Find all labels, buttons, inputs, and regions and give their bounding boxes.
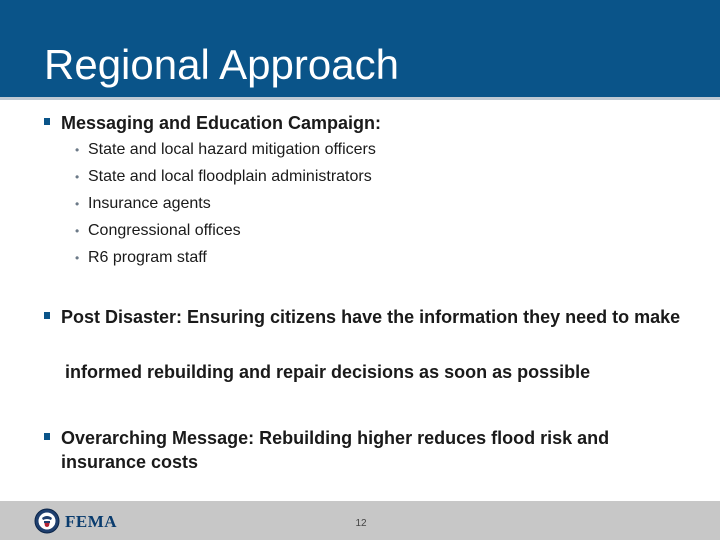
- page-number: 12: [355, 518, 367, 529]
- audience-list: [75, 138, 475, 273]
- title-divider: [0, 97, 720, 100]
- bullet-post-disaster: [44, 305, 684, 329]
- list-item-text: State and local floodplain administrators: [88, 168, 372, 185]
- list-item: [75, 246, 475, 273]
- title-bar: [0, 0, 720, 97]
- list-item: [75, 192, 475, 219]
- dot-bullet-icon: •: [75, 197, 80, 211]
- bullet-text: Overarching Message: Rebuilding higher reduces flood risk and insurance costs: [61, 428, 610, 472]
- dot-bullet-icon: •: [75, 224, 80, 238]
- bullet-text: Messaging and Education Campaign:: [61, 113, 382, 133]
- bullet-overarching-message: [44, 426, 689, 474]
- square-bullet-icon: [44, 433, 50, 440]
- list-item-text: State and local hazard mitigation officers: [88, 141, 376, 158]
- square-bullet-icon: [44, 118, 50, 125]
- slide-title: Regional Approach: [44, 41, 399, 88]
- list-item: [75, 165, 475, 192]
- bullet-text: Post Disaster: Ensuring citizens have the information they need to make: [61, 307, 681, 327]
- dot-bullet-icon: •: [75, 170, 80, 184]
- dot-bullet-icon: •: [75, 143, 80, 157]
- list-item-text: Congressional offices: [88, 222, 241, 239]
- list-item-text: Insurance agents: [88, 195, 211, 212]
- square-bullet-icon: [44, 312, 50, 319]
- list-item: [75, 138, 475, 165]
- dot-bullet-icon: •: [75, 251, 80, 265]
- list-item-text: R6 program staff: [88, 249, 207, 266]
- dhs-seal-icon: [34, 508, 60, 534]
- list-item: [75, 219, 475, 246]
- fema-logo-text: FEMA: [65, 512, 118, 531]
- bullet-continuation-text: informed rebuilding and repair decisions as soon as possible: [65, 362, 591, 382]
- bullet-messaging-campaign: [44, 111, 684, 135]
